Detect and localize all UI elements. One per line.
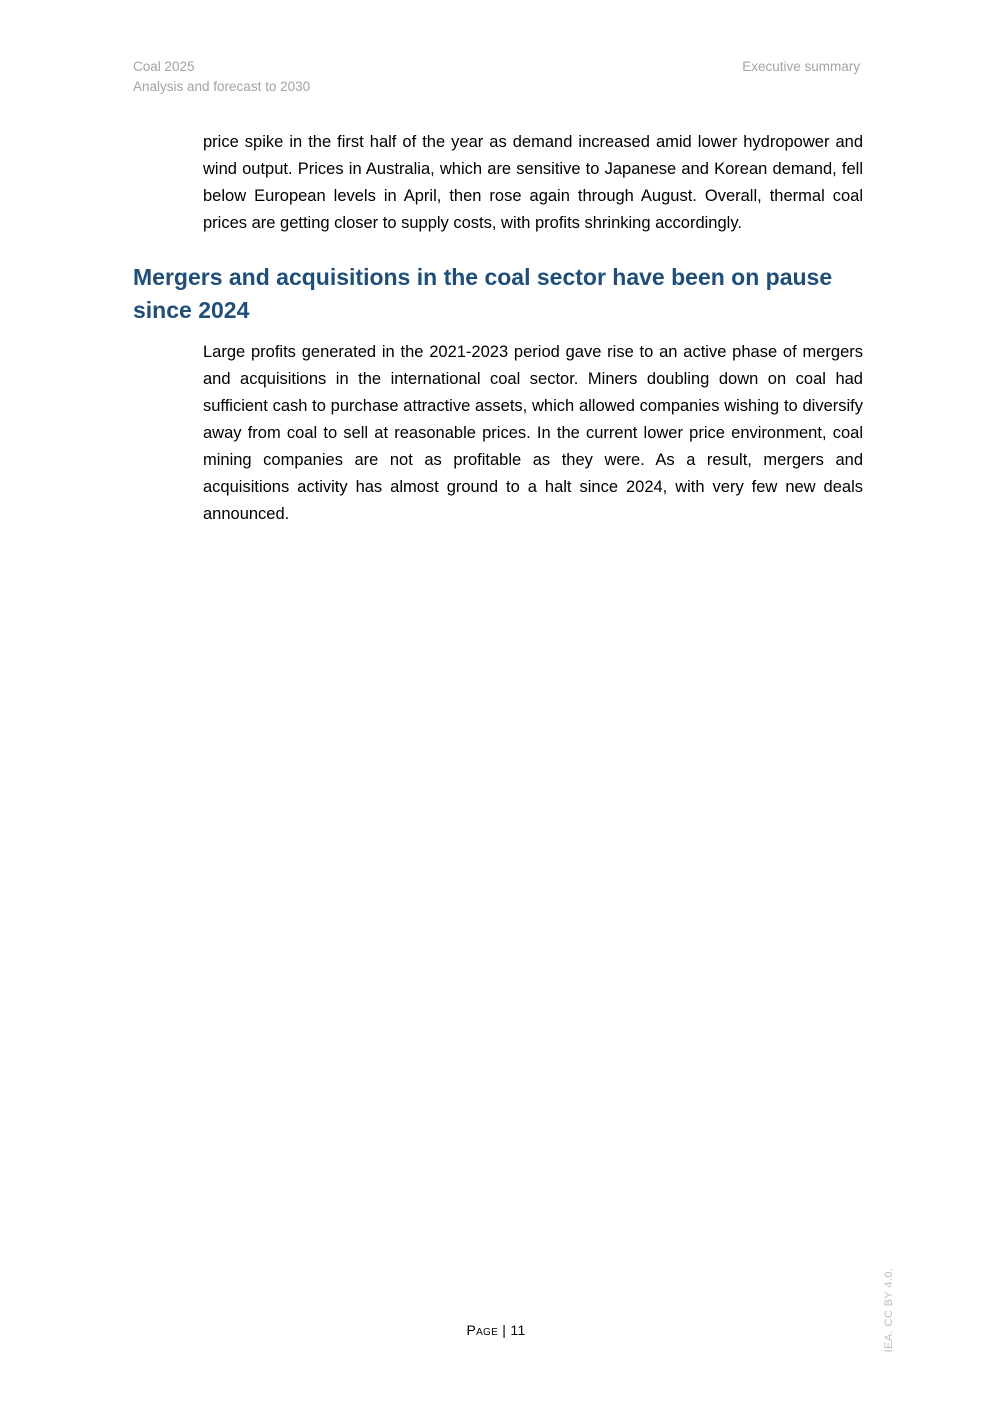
copyright-side-note: IEA. CC BY 4.0. <box>883 1267 895 1353</box>
header-section-label: Executive summary <box>742 59 860 74</box>
doc-subtitle: Analysis and forecast to 2030 <box>133 79 311 94</box>
header-doc-info <box>133 57 310 97</box>
section-heading: Mergers and acquisitions in the coal sector have been on pause since 2024 <box>133 264 833 323</box>
page-header <box>133 57 860 97</box>
body-paragraph-1: price spike in the first half of the year as demand increased amid lower hydropower and wind output. Prices in Australia, which are sensitive to Japanese and Korean demand, fell below European levels in April, then rose again through August. Overall, thermal coal prices are getting closer to supply costs, with profits shrinking accordingly. <box>203 133 863 232</box>
doc-title: Coal 2025 <box>133 59 195 74</box>
page-number-label: Page | 11 <box>466 1322 526 1338</box>
main-text-block <box>133 129 863 528</box>
body-paragraph-2: Large profits generated in the 2021-2023 period gave rise to an active phase of mergers and acquisitions in the international coal sector. Miners doubling down on coal had sufficient cash to purchase attractive assets, which allowed companies wishing to diversify away from coal to sell at reasonable prices. In the current lower price environment, coal mining companies are not as profitable as they were. As a result, mergers and acquisitions activity has almost ground to a halt since 2024, with very few new deals announced. <box>203 343 863 523</box>
